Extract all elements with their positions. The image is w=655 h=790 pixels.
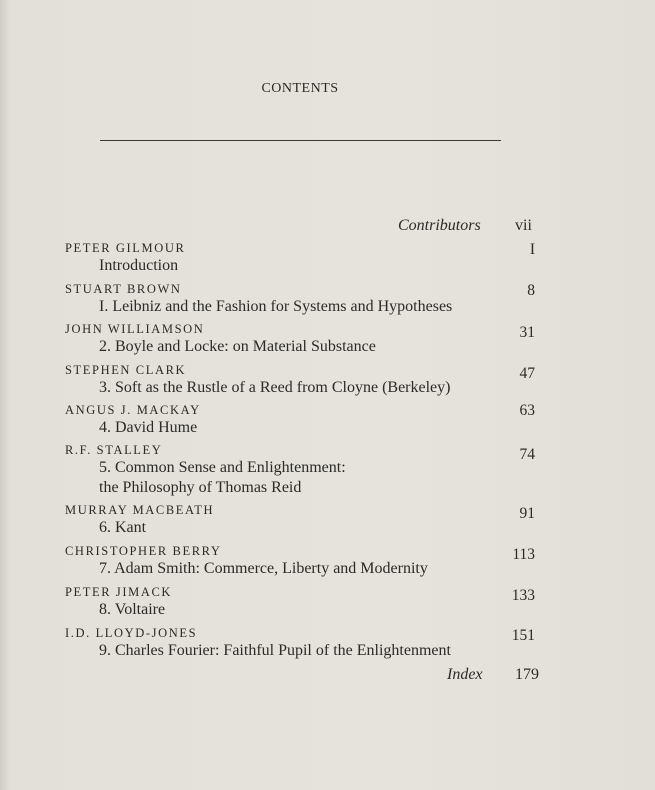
heading-rule <box>100 140 501 141</box>
entry-author: ANGUS J. MACKAY <box>65 403 201 417</box>
entry-page: 8 <box>527 282 535 299</box>
toc-entry <box>65 543 535 579</box>
entry-chapter: 2. Boyle and Locke: on Material Substance <box>99 338 376 355</box>
entry-page: 47 <box>519 365 535 382</box>
entry-chapter: 8. Voltaire <box>99 601 166 618</box>
toc-entry <box>65 442 535 498</box>
toc-entry <box>65 502 535 538</box>
entry-author: R.F. STALLEY <box>65 443 163 457</box>
toc-entry <box>65 240 535 276</box>
entry-chapter: 4. David Hume <box>99 419 198 436</box>
entry-author: PETER GILMOUR <box>65 241 186 255</box>
toc-entry <box>65 402 535 438</box>
entry-author: PETER JIMACK <box>65 585 173 599</box>
entry-author: JOHN WILLIAMSON <box>65 322 205 336</box>
entry-author: I.D. LLOYD-JONES <box>65 626 198 640</box>
entry-chapter: 3. Soft as the Rustle of a Reed from Cloyne (Berkeley) <box>99 379 451 396</box>
toc-entry <box>65 625 535 661</box>
entry-author: STUART BROWN <box>65 282 182 296</box>
index-label: Index <box>447 666 483 683</box>
entry-chapter: I. Leibniz and the Fashion for Systems and Hypotheses <box>99 298 453 315</box>
entry-page: 113 <box>512 546 535 563</box>
entry-page: 63 <box>519 402 535 419</box>
entry-chapter: 7. Adam Smith: Commerce, Liberty and Modernity <box>99 560 428 577</box>
contributors-page: vii <box>515 217 532 234</box>
entry-page: 133 <box>511 587 535 604</box>
toc-entry <box>65 584 535 620</box>
entry-chapter: 6. Kant <box>99 519 147 536</box>
contributors-label: Contributors <box>398 217 481 234</box>
entry-chapter-continued: the Philosophy of Thomas Reid <box>99 479 302 496</box>
entry-author: CHRISTOPHER BERRY <box>65 544 222 558</box>
contents-heading: CONTENTS <box>261 81 339 96</box>
entry-page: 74 <box>519 446 535 463</box>
toc-entry <box>65 281 535 317</box>
entry-page: I <box>529 241 535 258</box>
toc-entry <box>65 362 535 398</box>
entry-chapter: 9. Charles Fourier: Faithful Pupil of the Enlightenment <box>99 642 451 659</box>
entry-page: 151 <box>511 627 535 644</box>
entry-chapter: Introduction <box>99 257 179 274</box>
entry-page: 31 <box>519 324 535 341</box>
entry-author: STEPHEN CLARK <box>65 363 187 377</box>
toc-entry <box>65 321 535 357</box>
entry-page: 91 <box>519 505 535 522</box>
entry-author: MURRAY MACBEATH <box>65 503 215 517</box>
index-page: 179 <box>515 666 539 683</box>
entry-chapter: 5. Common Sense and Enlightenment: <box>99 459 346 476</box>
